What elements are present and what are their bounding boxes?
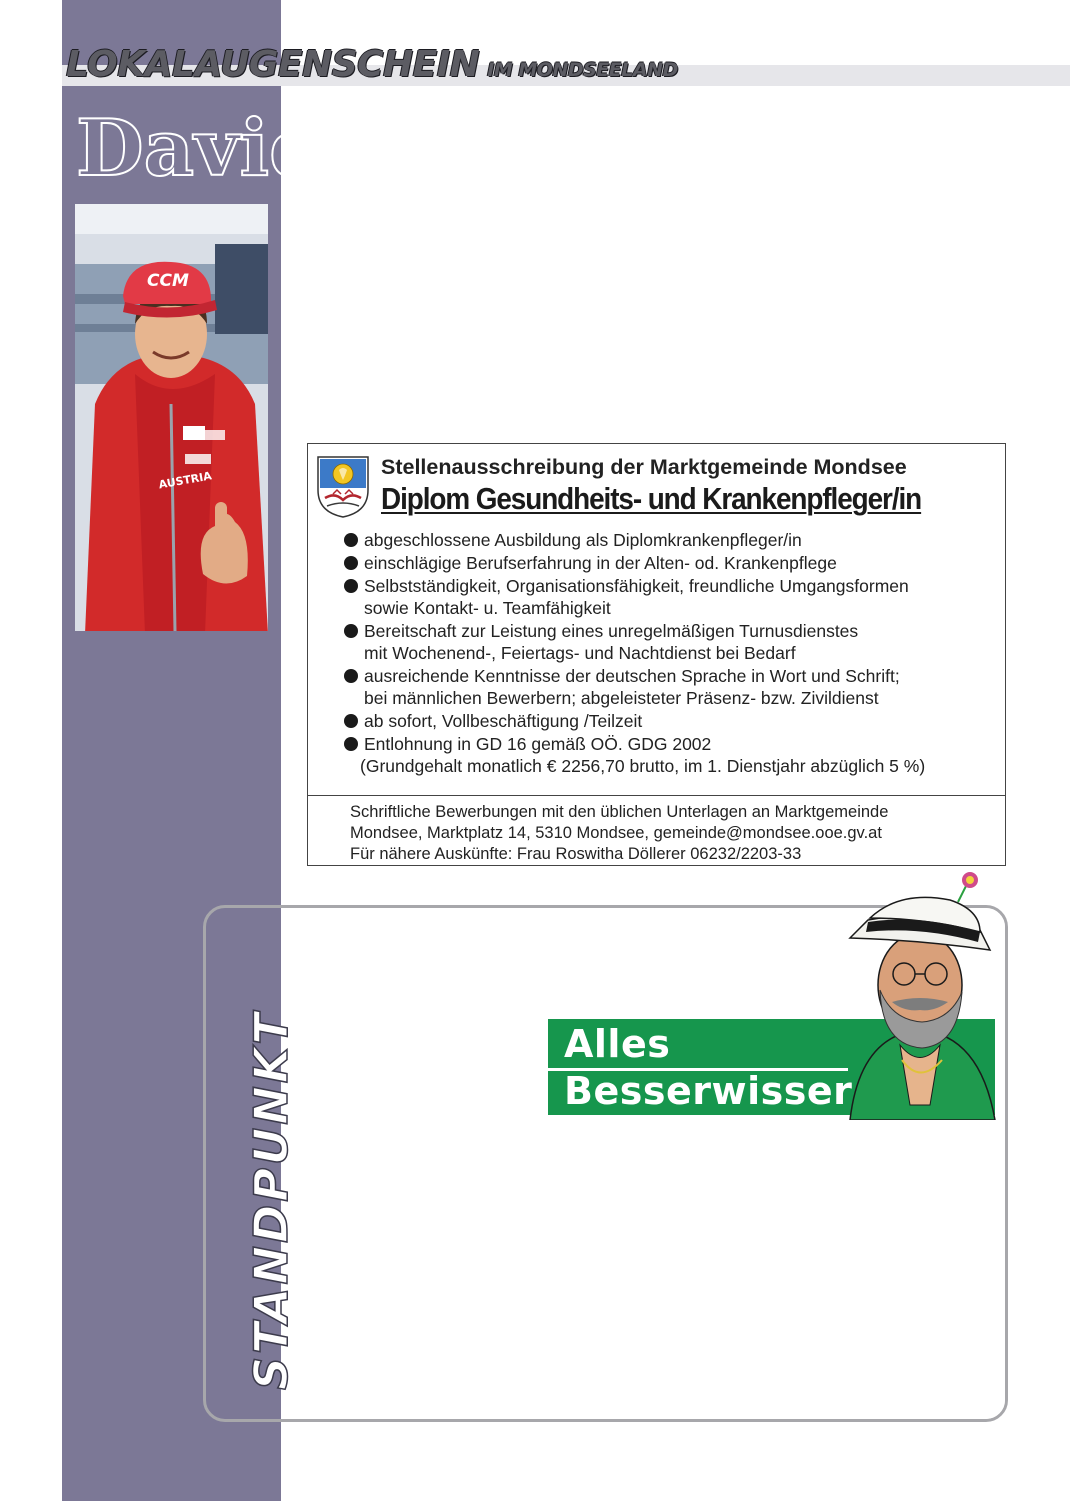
bullet-icon bbox=[344, 533, 358, 547]
list-item: Entlohnung in GD 16 gemäß OÖ. GDG 2002 (Grundgehalt monatlich € 2256,70 brutto, im 1. Dienstjahr abzüglich 5 %) bbox=[344, 733, 925, 777]
list-item: Selbstständigkeit, Organisationsfähigkeit, freundliche Umgangsformen sowie Kontakt- u. Teamfähigkeit bbox=[344, 575, 925, 619]
list-item: ausreichende Kenntnisse der deutschen Sprache in Wort und Schrift; bei männlichen Bewerbern; abgeleisteter Präsenz- bzw. Zivildienst bbox=[344, 665, 925, 709]
portrait-photo bbox=[75, 204, 268, 631]
bullet-icon bbox=[344, 556, 358, 570]
bullet-icon bbox=[344, 579, 358, 593]
list-item: Bereitschaft zur Leistung eines unregelmäßigen Turnusdienstes mit Wochenend-, Feiertags- und Nachtdienst bei Bedarf bbox=[344, 620, 925, 664]
standpunkt-label: STANDPUNKT bbox=[244, 1010, 298, 1390]
caricature-illustration-icon bbox=[830, 870, 1000, 1120]
job-advertisement bbox=[307, 443, 1006, 866]
bullet-icon bbox=[344, 714, 358, 728]
ad-heading: Stellenausschreibung der Marktgemeinde Mondsee bbox=[381, 455, 907, 479]
list-item: einschlägige Berufserfahrung in der Alten- od. Krankenpflege bbox=[344, 552, 925, 574]
jacket-text: AUSTRIA bbox=[157, 469, 213, 492]
ad-divider bbox=[308, 795, 1005, 796]
banner-line-1: Alles bbox=[564, 1022, 671, 1066]
section-header bbox=[66, 44, 678, 85]
list-item: ab sofort, Vollbeschäftigung /Teilzeit bbox=[344, 710, 925, 732]
cap-logo-text: CCM bbox=[147, 271, 189, 291]
bullet-icon bbox=[344, 624, 358, 638]
bullet-icon bbox=[344, 669, 358, 683]
ad-contact-info: Schriftliche Bewerbungen mit den üblichen Unterlagen an Marktgemeinde Mondsee, Marktplatz 14, 5310 Mondsee, gemeinde@mondsee.ooe.gv.at Für nähere Auskünfte: Frau Roswitha Döllerer 06232/2203-33 bbox=[350, 803, 889, 863]
ad-job-title: Diplom Gesundheits- und Krankenpfleger/in bbox=[381, 481, 922, 516]
header-title-sub: IM MONDSEELAND bbox=[487, 59, 678, 81]
municipal-crest-icon bbox=[315, 454, 371, 520]
requirements-list bbox=[344, 529, 925, 778]
feature-name: David bbox=[76, 103, 324, 194]
list-item: abgeschlossene Ausbildung als Diplomkrankenpfleger/in bbox=[344, 529, 925, 551]
banner-line-2: Besserwisser bbox=[564, 1069, 853, 1113]
header-title-main: LOKALAUGENSCHEIN bbox=[66, 44, 480, 85]
bullet-icon bbox=[344, 737, 358, 751]
